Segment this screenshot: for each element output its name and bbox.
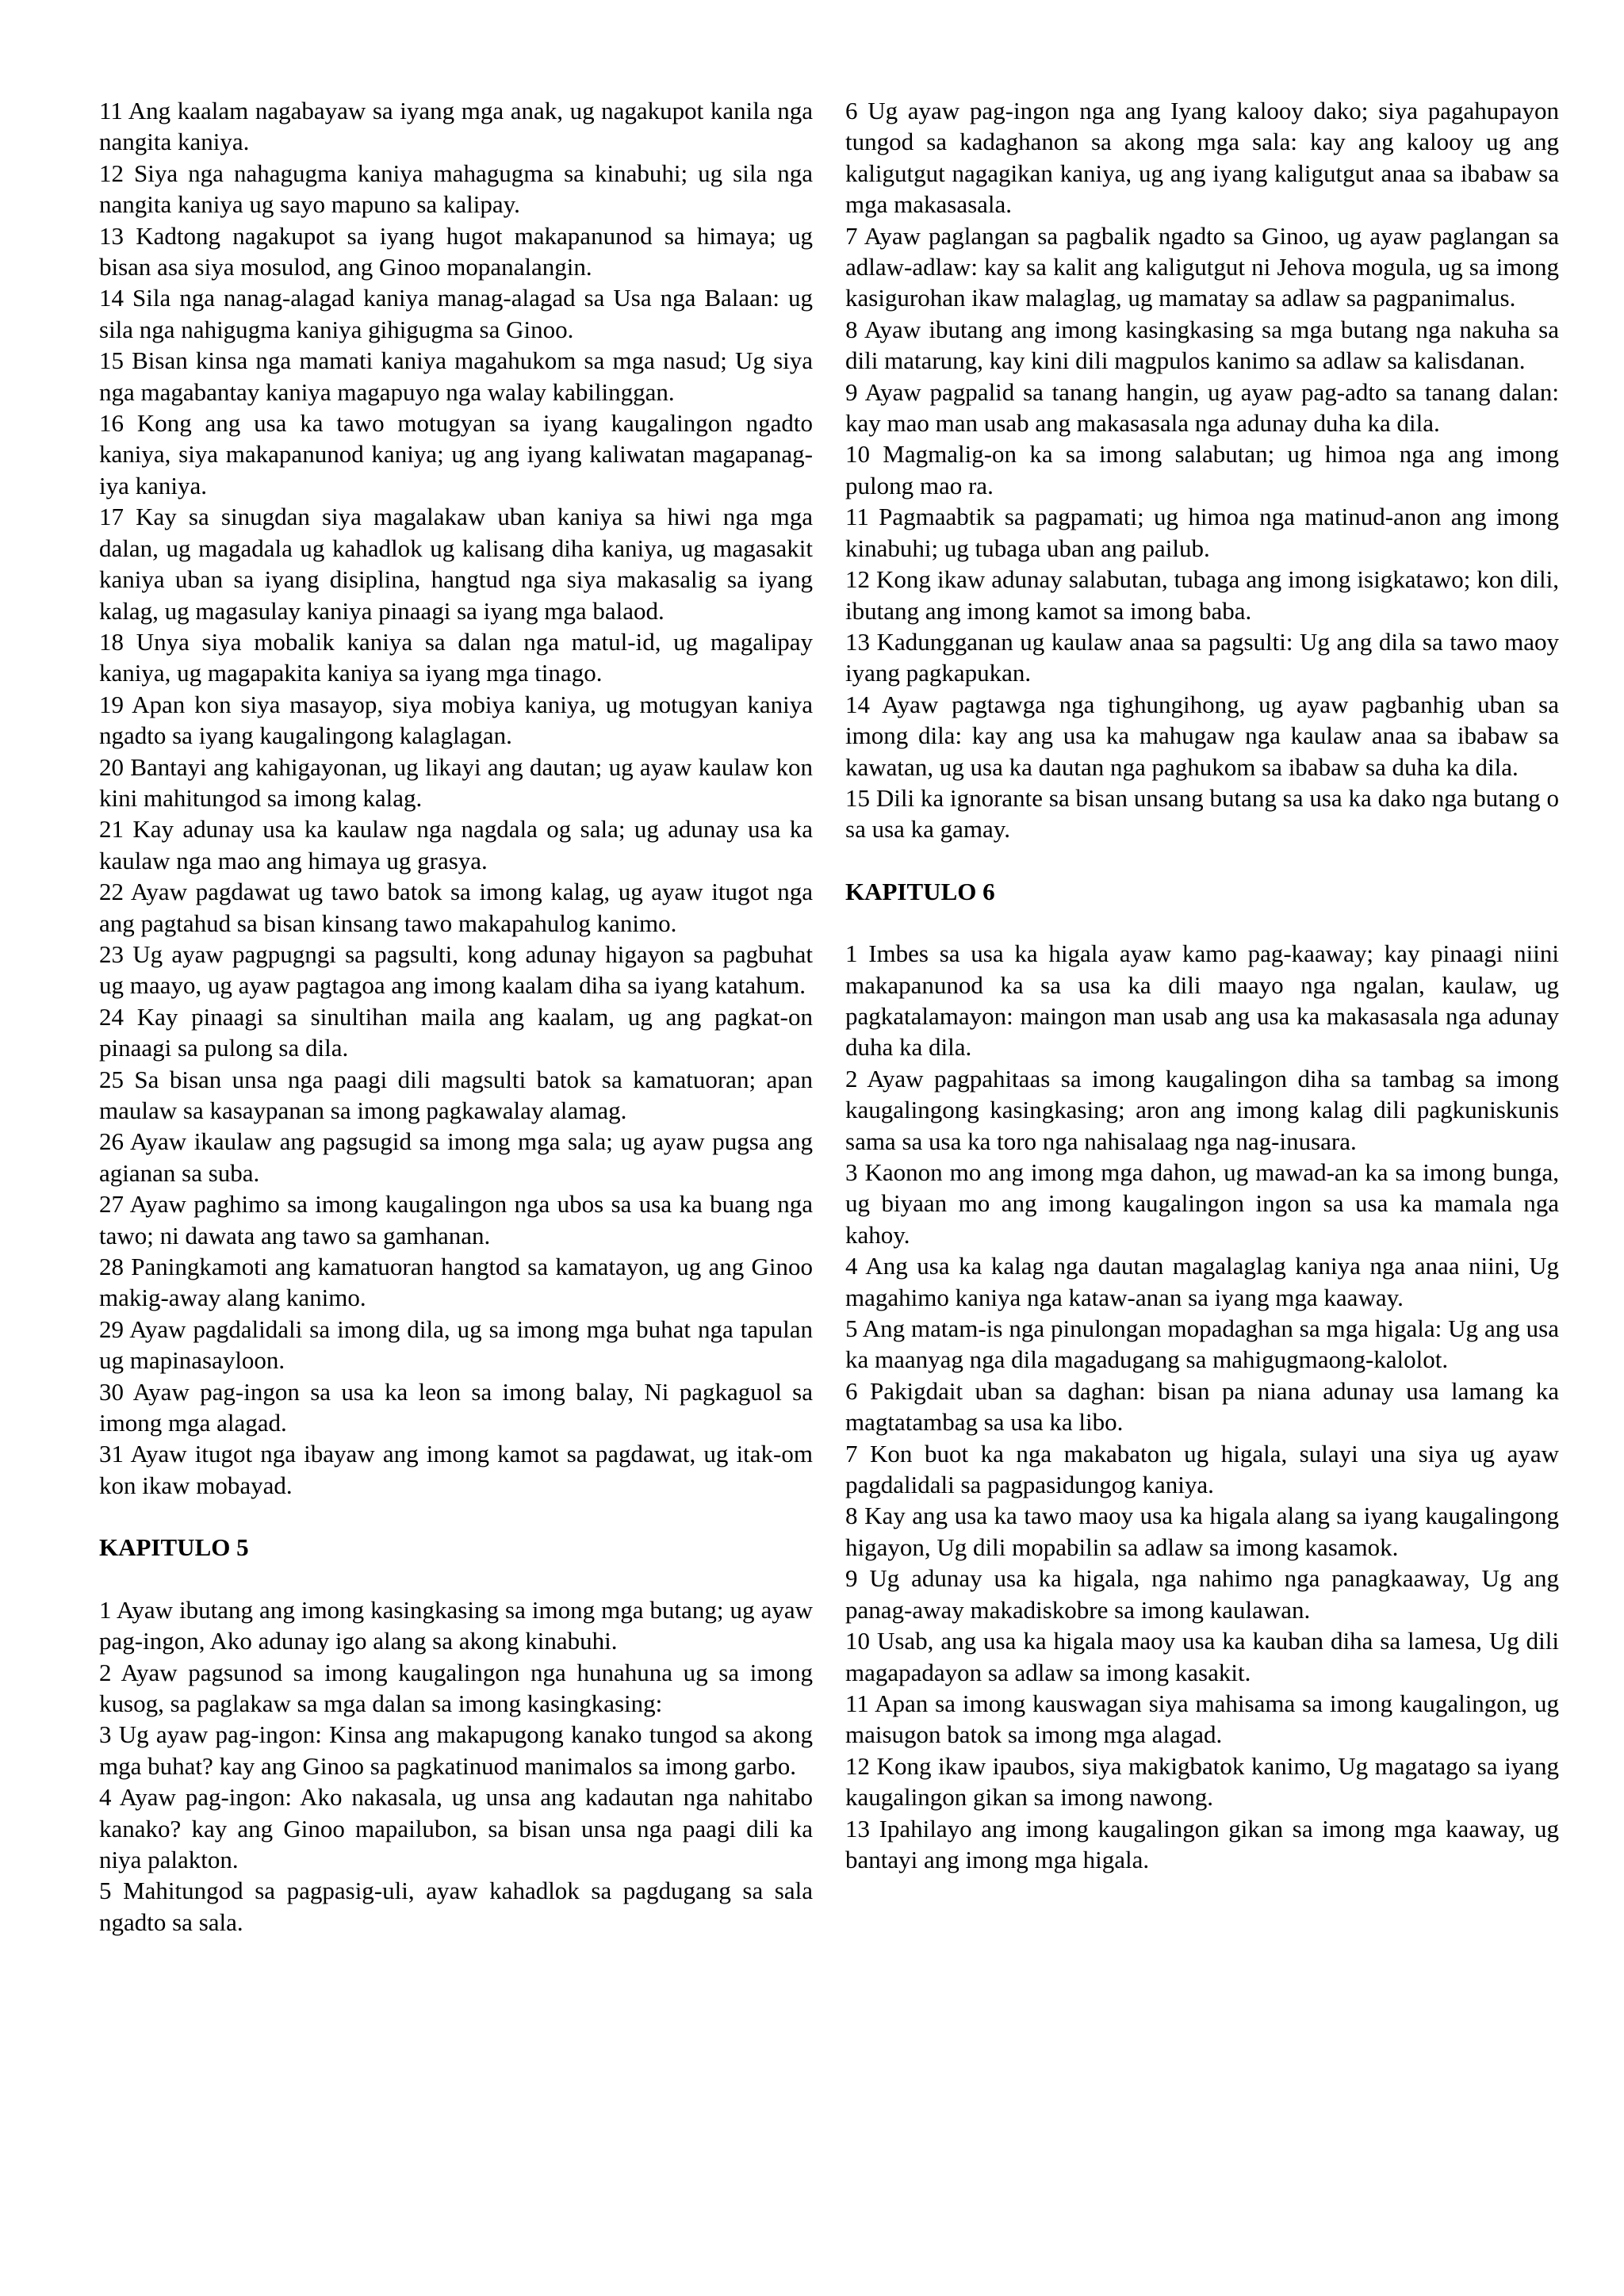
verse: 1 Imbes sa usa ka higala ayaw kamo pag-kaaway; kay pinaagi niini makapanunod ka sa usa ka dili maayo nga ngalan, kaulaw, ug pagkatalamayon: maingon man usab ang usa ka makasasala nga adunay duha ka dila. [845, 939, 1559, 1062]
verse: 1 Ayaw ibutang ang imong kasingkasing sa imong mga butang; ug ayaw pag-ingon, Ako adunay igo alang sa akong kinabuhi. [99, 1595, 813, 1655]
verses-left-a [99, 95, 813, 1501]
verse: 22 Ayaw pagdawat ug tawo batok sa imong kalag, ug ayaw itugot nga ang pagtahud sa bisan kinsang tawo makapahulog kanimo. [99, 878, 813, 937]
verse: 11 Ang kaalam nagabayaw sa iyang mga anak, ug nagakupot kanila nga nangita kaniya. [99, 97, 813, 156]
verse: 11 Apan sa imong kauswagan siya mahisama sa imong kaugalingon, ug maisugon batok sa imong mga alagad. [845, 1689, 1559, 1749]
verse: 25 Sa bisan unsa nga paagi dili magsulti batok sa kamatuoran; apan maulaw sa kasaypanan sa imong pagkawalay alamag. [99, 1065, 813, 1124]
verse: 10 Magmalig-on ka sa imong salabutan; ug himoa nga ang imong pulong mao ra. [845, 440, 1559, 499]
verse: 5 Ang matam-is nga pinulongan mopadaghan sa mga higala: Ug ang usa ka maanyag nga dila magadugang sa mahigugmaong-kalolot. [845, 1314, 1559, 1374]
verse: 19 Apan kon siya masayop, siya mobiya kaniya, ug motugyan kaniya ngadto sa iyang kaugalingong kalaglagan. [99, 690, 813, 750]
verse: 3 Ug ayaw pag-ingon: Kinsa ang makapugong kanako tungod sa akong mga buhat? kay ang Ginoo sa pagkatinuod manimalos sa imong garbo. [99, 1720, 813, 1780]
verses-right-a [845, 95, 1559, 845]
verse: 20 Bantayi ang kahigayonan, ug likayi ang dautan; ug ayaw kaulaw kon kini mahitungod sa imong kalag. [99, 752, 813, 812]
verse: 2 Ayaw pagsunod sa imong kaugalingon nga hunahuna ug sa imong kusog, sa paglakaw sa mga dalan sa imong kasingkasing: [99, 1658, 813, 1717]
verse: 18 Unya siya mobalik kaniya sa dalan nga matul-id, ug magalipay kaniya, ug magapakita kaniya sa iyang mga tinago. [99, 627, 813, 687]
verse: 28 Paningkamoti ang kamatuoran hangtod sa kamatayon, ug ang Ginoo makig-away alang kanimo. [99, 1253, 813, 1312]
verse: 11 Pagmaabtik sa pagpamati; ug himoa nga matinud-anon ang imong kinabuhi; ug tubaga uban ang pailub. [845, 503, 1559, 562]
verse: 5 Mahitungod sa pagpasig-uli, ayaw kahadlok sa pagdugang sa sala ngadto sa sala. [99, 1877, 813, 1936]
right-column [845, 95, 1559, 1875]
verse: 6 Ug ayaw pag-ingon nga ang Iyang kalooy dako; siya pagahupayon tungod sa kadaghanon sa akong mga sala: kay ang kalooy ug ang kaligutgut nagagikan kaniya, ug ang iyang kaligutgut anaa sa ibabaw sa mga makasasala. [845, 97, 1559, 219]
verse: 26 Ayaw ikaulaw ang pagsugid sa imong mga sala; ug ayaw pugsa ang agianan sa suba. [99, 1127, 813, 1187]
verse: 24 Kay pinaagi sa sinultihan maila ang kaalam, ug ang pagkat-on pinaagi sa pulong sa dila. [99, 1002, 813, 1062]
verse: 16 Kong ang usa ka tawo motugyan sa iyang kaugalingon ngadto kaniya, siya makapanunod kaniya; ug ang iyang kaliwatan magapanag-iya kaniya. [99, 409, 813, 499]
verse: 17 Kay sa sinugdan siya magalakaw uban kaniya sa hiwi nga mga dalan, ug magadala ug kahadlok ug kalisang diha kaniya, ug magasakit kaniya uban sa iyang disiplina, hangtud nga siya makasalig sa iyang kalag, ug magasulay kaniya pinaagi sa iyang mga balaod. [99, 503, 813, 625]
verse: 2 Ayaw pagpahitaas sa imong kaugalingon diha sa tambag sa imong kaugalingong kasingkasing; aron ang imong kalag dili pagkuniskunis sama sa usa ka toro nga nahisalaag nga nag-inusara. [845, 1064, 1559, 1155]
verse: 30 Ayaw pag-ingon sa usa ka leon sa imong balay, Ni pagkaguol sa imong mga alagad. [99, 1377, 813, 1437]
verse: 31 Ayaw itugot nga ibayaw ang imong kamot sa pagdawat, ug itak-om kon ikaw mobayad. [99, 1440, 813, 1499]
verse: 4 Ayaw pag-ingon: Ako nakasala, ug unsa ang kadautan nga nahitabo kanako? kay ang Ginoo mapailubon, sa bisan unsa nga paagi dili ka niya palakton. [99, 1783, 813, 1873]
verse: 4 Ang usa ka kalag nga dautan magalaglag kaniya nga anaa niini, Ug magahimo kaniya nga kataw-anan sa iyang mga kaaway. [845, 1252, 1559, 1311]
verse: 13 Kadungganan ug kaulaw anaa sa pagsulti: Ug ang dila sa tawo maoy iyang pagkapukan. [845, 627, 1559, 687]
verse: 12 Kong ikaw adunay salabutan, tubaga ang imong isigkatawo; kon dili, ibutang ang imong kamot sa imong baba. [845, 565, 1559, 625]
verse: 13 Kadtong nagakupot sa iyang hugot makapanunod sa himaya; ug bisan asa siya mosulod, ang Ginoo mopanalangin. [99, 221, 813, 281]
verse: 12 Kong ikaw ipaubos, siya makigbatok kanimo, Ug magatago sa iyang kaugalingon gikan sa imong nawong. [845, 1751, 1559, 1812]
verse: 9 Ayaw pagpalid sa tanang hangin, ug ayaw pag-adto sa tanang dalan: kay mao man usab ang makasasala nga adunay duha ka dila. [845, 377, 1559, 438]
chapter-heading-5: KAPITULO 5 [99, 1533, 249, 1562]
verse: 7 Kon buot ka nga makabaton ug higala, sulayi una siya ug ayaw pagdalidali sa pagpasidungog kaniya. [845, 1439, 1559, 1499]
verse: 15 Bisan kinsa nga mamati kaniya magahukom sa mga nasud; Ug siya nga magabantay kaniya magapuyo nga walay kabilinggan. [99, 346, 813, 406]
verse: 6 Pakigdait uban sa daghan: bisan pa niana adunay usa lamang ka magtatambag sa usa ka libo. [845, 1376, 1559, 1437]
verse: 12 Siya nga nahagugma kaniya mahagugma sa kinabuhi; ug sila nga nangita kaniya ug sayo mapuno sa kalipay. [99, 159, 813, 219]
verse: 8 Kay ang usa ka tawo maoy usa ka higala alang sa iyang kaugalingong higayon, Ug dili mopabilin sa adlaw sa imong kasamok. [845, 1502, 1559, 1561]
verse: 27 Ayaw paghimo sa imong kaugalingon nga ubos sa usa ka buang nga tawo; ni dawata ang tawo sa gamhanan. [99, 1190, 813, 1249]
left-column [99, 95, 813, 1938]
verse: 14 Ayaw pagtawga nga tighungihong, ug ayaw pagbanhig uban sa imong dila: kay ang usa ka mahugaw nga kaulaw anaa sa ibabaw sa kawatan, ug usa ka dautan nga paghukom sa ibabaw sa duha ka dila. [845, 690, 1559, 781]
verse: 8 Ayaw ibutang ang imong kasingkasing sa mga butang nga nakuha sa dili matarung, kay kini dili magpulos kanimo sa adlaw sa kalisdanan. [845, 315, 1559, 375]
verse: 9 Ug adunay usa ka higala, nga nahimo nga panagkaaway, Ug ang panag-away makadiskobre sa imong kaulawan. [845, 1564, 1559, 1624]
verses-left-b [99, 1594, 813, 1938]
verse: 3 Kaonon mo ang imong mga dahon, ug mawad-an ka sa imong bunga, ug biyaan mo ang imong kaugalingon ingon sa usa ka mamala nga kahoy. [845, 1158, 1559, 1249]
verse: 21 Kay adunay usa ka kaulaw nga nagdala og sala; ug adunay usa ka kaulaw nga mao ang himaya ug grasya. [99, 815, 813, 874]
verse: 29 Ayaw pagdalidali sa imong dila, ug sa imong mga buhat nga tapulan ug mapinasayloon. [99, 1314, 813, 1375]
chapter-heading-6: KAPITULO 6 [845, 877, 995, 905]
verse: 10 Usab, ang usa ka higala maoy usa ka kauban diha sa lamesa, Ug dili magapadayon sa adlaw sa imong kasakit. [845, 1627, 1559, 1686]
verse: 13 Ipahilayo ang imong kaugalingon gikan sa imong mga kaaway, ug bantayi ang imong mga higala. [845, 1814, 1559, 1873]
verse: 14 Sila nga nanag-alagad kaniya manag-alagad sa Usa nga Balaan: ug sila nga nahigugma kaniya gihigugma sa Ginoo. [99, 284, 813, 343]
verse: 7 Ayaw paglangan sa pagbalik ngadto sa Ginoo, ug ayaw paglangan sa adlaw-adlaw: kay sa kalit ang kaligutgut ni Jehova mogula, ug sa imong kasigurohan ikaw malaglag, ug mamatay sa adlaw sa pagpanimalus. [845, 221, 1559, 312]
verse: 15 Dili ka ignorante sa bisan unsang butang sa usa ka dako nga butang o sa usa ka gamay. [845, 783, 1559, 844]
verses-right-b [845, 938, 1559, 1875]
verse: 23 Ug ayaw pagpugngi sa pagsulti, kong adunay higayon sa pagbuhat ug maayo, ug ayaw pagtagoa ang imong kaalam diha sa iyang katahum. [99, 939, 813, 1000]
